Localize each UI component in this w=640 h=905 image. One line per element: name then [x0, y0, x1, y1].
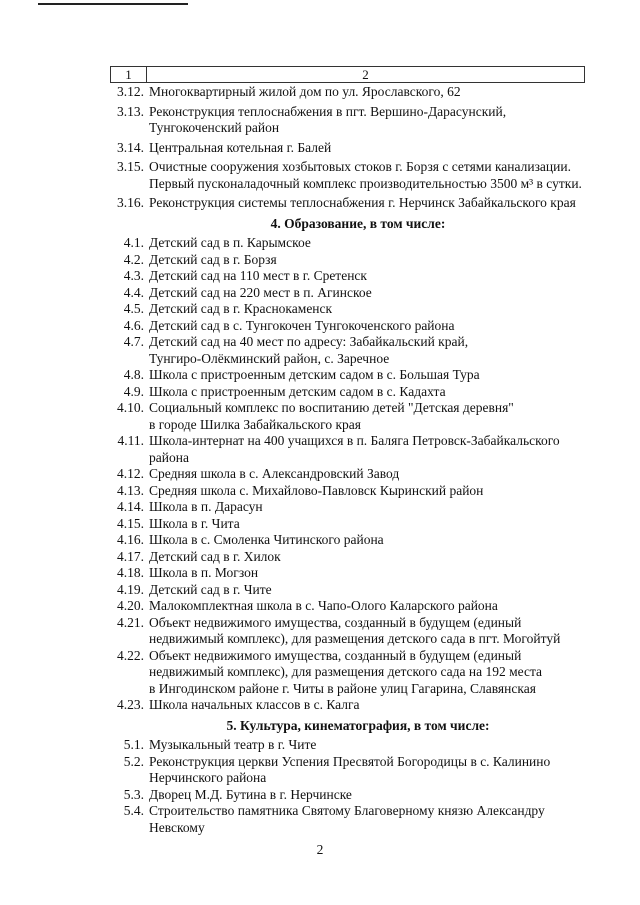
list-item	[108, 159, 588, 192]
item-number: 4.15.	[117, 515, 144, 531]
item-text-line: Центральная котельная г. Балей	[149, 139, 332, 155]
item-text-line: Школа в п. Дарасун	[149, 499, 263, 514]
item-text-line: Средняя школа с. Михайлово-Павловск Кыринский район	[149, 482, 484, 498]
item-text	[149, 334, 588, 367]
item-number: 4.2.	[123, 251, 144, 267]
item-text-line: Средняя школа в с. Александровский Завод	[149, 466, 400, 481]
item-text-line: Школа начальных классов в с. Калга	[149, 697, 360, 712]
list-item	[108, 483, 588, 500]
item-text-line: Реконструкция теплоснабжения в пгт. Вершино-Дарасунский,	[149, 103, 507, 119]
item-number: 5.2.	[123, 753, 144, 769]
item-text-line: в Ингодинском районе г. Читы в районе улиц Гагарина, Славянская	[149, 680, 536, 696]
item-text	[149, 268, 588, 285]
item-text-line: Школа с пристроенным детским садом в с. Большая Тура	[149, 367, 480, 382]
column-number-2: 2	[362, 67, 369, 82]
item-text	[149, 140, 588, 157]
list-item	[108, 648, 588, 698]
item-number: 4.11.	[117, 433, 144, 448]
item-number: 4.5.	[123, 301, 144, 316]
item-text-line: Школа в с. Смоленка Читинского района	[149, 532, 384, 547]
item-text-line: в городе Шилка Забайкальского края	[149, 416, 361, 432]
list-item	[108, 737, 588, 754]
item-number: 4.8.	[123, 367, 144, 382]
list-item	[108, 433, 588, 466]
list-item	[108, 532, 588, 549]
table-column-header	[110, 66, 585, 83]
item-text-line: Детский сад в г. Чите	[149, 581, 272, 597]
list-item	[108, 318, 588, 335]
item-text	[149, 159, 588, 192]
item-text-line: Очистные сооружения хозбытовых стоков г. Борзя с сетями канализации.	[149, 159, 571, 174]
top-rule	[38, 3, 188, 5]
item-text-line: Тунгиро-Олёкминский район, с. Заречное	[149, 350, 390, 366]
item-number: 4.9.	[123, 383, 144, 399]
item-number: 3.16.	[117, 195, 144, 210]
item-text	[149, 466, 588, 483]
item-text-line: Дворец М.Д. Бутина в г. Нерчинске	[149, 786, 352, 802]
item-text-line: Детский сад в г. Борзя	[149, 251, 277, 267]
list-item	[108, 697, 588, 714]
item-number: 4.10.	[117, 400, 144, 415]
item-text-line: Нерчинского района	[149, 770, 267, 785]
item-number: 4.3.	[123, 268, 144, 283]
item-number: 3.15.	[117, 159, 144, 174]
item-number: 4.17.	[117, 548, 144, 564]
column-number-1: 1	[111, 67, 147, 82]
list-item	[108, 384, 588, 401]
item-number: 4.1.	[123, 235, 144, 250]
list-item	[108, 615, 588, 648]
list-item	[108, 301, 588, 318]
list-item	[108, 803, 588, 836]
list-item	[108, 104, 588, 137]
item-text	[149, 367, 588, 384]
item-text	[149, 549, 588, 566]
list-item	[108, 754, 588, 787]
item-text-line: Детский сад в с. Тунгокочен Тунгокоченского района	[149, 317, 455, 333]
item-text	[149, 483, 588, 500]
item-number: 4.13.	[117, 482, 144, 498]
item-text	[149, 598, 588, 615]
item-text	[149, 285, 588, 302]
item-text-line: Школа-интернат на 400 учащихся в п. Баляга Петровск-Забайкальского	[149, 433, 560, 448]
item-text	[149, 433, 588, 466]
item-text	[149, 301, 588, 318]
item-text-line: Реконструкция церкви Успения Пресвятой Богородицы в с. Калинино	[149, 753, 551, 769]
list-item	[108, 549, 588, 566]
item-text	[149, 532, 588, 549]
item-text	[149, 499, 588, 516]
item-text	[149, 400, 588, 433]
item-text	[149, 754, 588, 787]
item-number: 4.7.	[123, 334, 144, 349]
list-item	[108, 367, 588, 384]
list-item	[108, 252, 588, 269]
item-text-line: Многоквартирный жилой дом по ул. Ярославского, 62	[149, 84, 461, 99]
item-text-line: Социальный комплекс по воспитанию детей "Детская деревня"	[149, 400, 514, 415]
item-text-line: Школа в п. Могзон	[149, 565, 259, 580]
item-text	[149, 697, 588, 714]
list-item	[108, 787, 588, 804]
list-item	[108, 195, 588, 212]
item-text-line: Детский сад в г. Краснокаменск	[149, 301, 333, 316]
list-item	[108, 598, 588, 615]
item-text	[149, 318, 588, 335]
item-text-line: Школа с пристроенным детским садом в с. Кадахта	[149, 383, 446, 399]
item-number: 3.12.	[117, 84, 144, 99]
item-number: 3.13.	[117, 103, 144, 119]
item-text	[149, 84, 588, 101]
section-heading: 5. Культура, кинематография, в том числе:	[226, 717, 490, 733]
item-text	[149, 648, 588, 698]
item-text-line: Детский сад на 220 мест в п. Агинское	[149, 284, 372, 300]
item-number: 4.6.	[123, 317, 144, 333]
list-item	[108, 285, 588, 302]
item-text-line: Музыкальный театр в г. Чите	[149, 737, 317, 752]
item-text	[149, 565, 588, 582]
document-list	[108, 84, 588, 836]
list-item	[108, 400, 588, 433]
item-text	[149, 195, 588, 212]
item-text	[149, 516, 588, 533]
section-heading: 4. Образование, в том числе:	[270, 215, 446, 231]
item-number: 4.19.	[117, 581, 144, 597]
item-text	[149, 787, 588, 804]
list-item	[108, 140, 588, 157]
item-number: 4.14.	[117, 499, 144, 514]
item-text-line: Детский сад в п. Карымское	[149, 235, 311, 250]
item-text-line: Реконструкция системы теплоснабжения г. Нерчинск Забайкальского края	[149, 195, 576, 210]
item-text-line: Первый пусконаладочный комплекс производительностью 3500 м³ в сутки.	[149, 175, 582, 191]
list-item	[108, 84, 588, 101]
page-number: 2	[316, 842, 324, 857]
list-item	[108, 565, 588, 582]
item-text-line: Тунгокоченский район	[149, 120, 280, 135]
item-number: 4.20.	[117, 598, 144, 613]
list-item	[108, 235, 588, 252]
list-item	[108, 334, 588, 367]
item-number: 4.22.	[117, 647, 144, 663]
item-number: 5.1.	[123, 737, 144, 752]
item-number: 5.4.	[123, 803, 144, 818]
item-text	[149, 803, 588, 836]
item-text	[149, 235, 588, 252]
item-text	[149, 384, 588, 401]
item-text-line: Строительство памятника Святому Благоверному князю Александру	[149, 803, 545, 818]
list-item	[108, 499, 588, 516]
item-number: 4.23.	[117, 697, 144, 712]
item-text-line: Объект недвижимого имущества, созданный в будущем (единый	[149, 647, 522, 663]
item-number: 4.12.	[117, 466, 144, 481]
list-item	[108, 466, 588, 483]
item-number: 4.21.	[117, 614, 144, 630]
item-text	[149, 252, 588, 269]
item-text-line: Школа в г. Чита	[149, 515, 240, 531]
item-text	[149, 737, 588, 754]
item-text	[149, 582, 588, 599]
item-text	[149, 615, 588, 648]
item-text-line: Объект недвижимого имущества, созданный в будущем (единый	[149, 614, 522, 630]
item-number: 4.18.	[117, 565, 144, 580]
item-text-line: Невскому	[149, 819, 205, 835]
item-text-line: Малокомплектная школа в с. Чапо-Олого Каларского района	[149, 598, 498, 613]
item-text-line: района	[149, 449, 189, 465]
item-number: 4.16.	[117, 532, 144, 547]
item-number: 4.4.	[123, 284, 144, 300]
item-text-line: Детский сад в г. Хилок	[149, 548, 281, 564]
item-text-line: Детский сад на 110 мест в г. Сретенск	[149, 268, 367, 283]
item-text-line: недвижимый комплекс), для размещения детского сада в пгт. Могойтуй	[149, 631, 561, 646]
item-text	[149, 104, 588, 137]
list-item	[108, 516, 588, 533]
item-number: 5.3.	[123, 786, 144, 802]
item-number: 3.14.	[117, 139, 144, 155]
item-text-line: Детский сад на 40 мест по адресу: Забайкальский край,	[149, 334, 469, 349]
list-item	[108, 268, 588, 285]
item-text-line: недвижимый комплекс), для размещения детского сада на 192 места	[149, 664, 543, 679]
list-item	[108, 582, 588, 599]
